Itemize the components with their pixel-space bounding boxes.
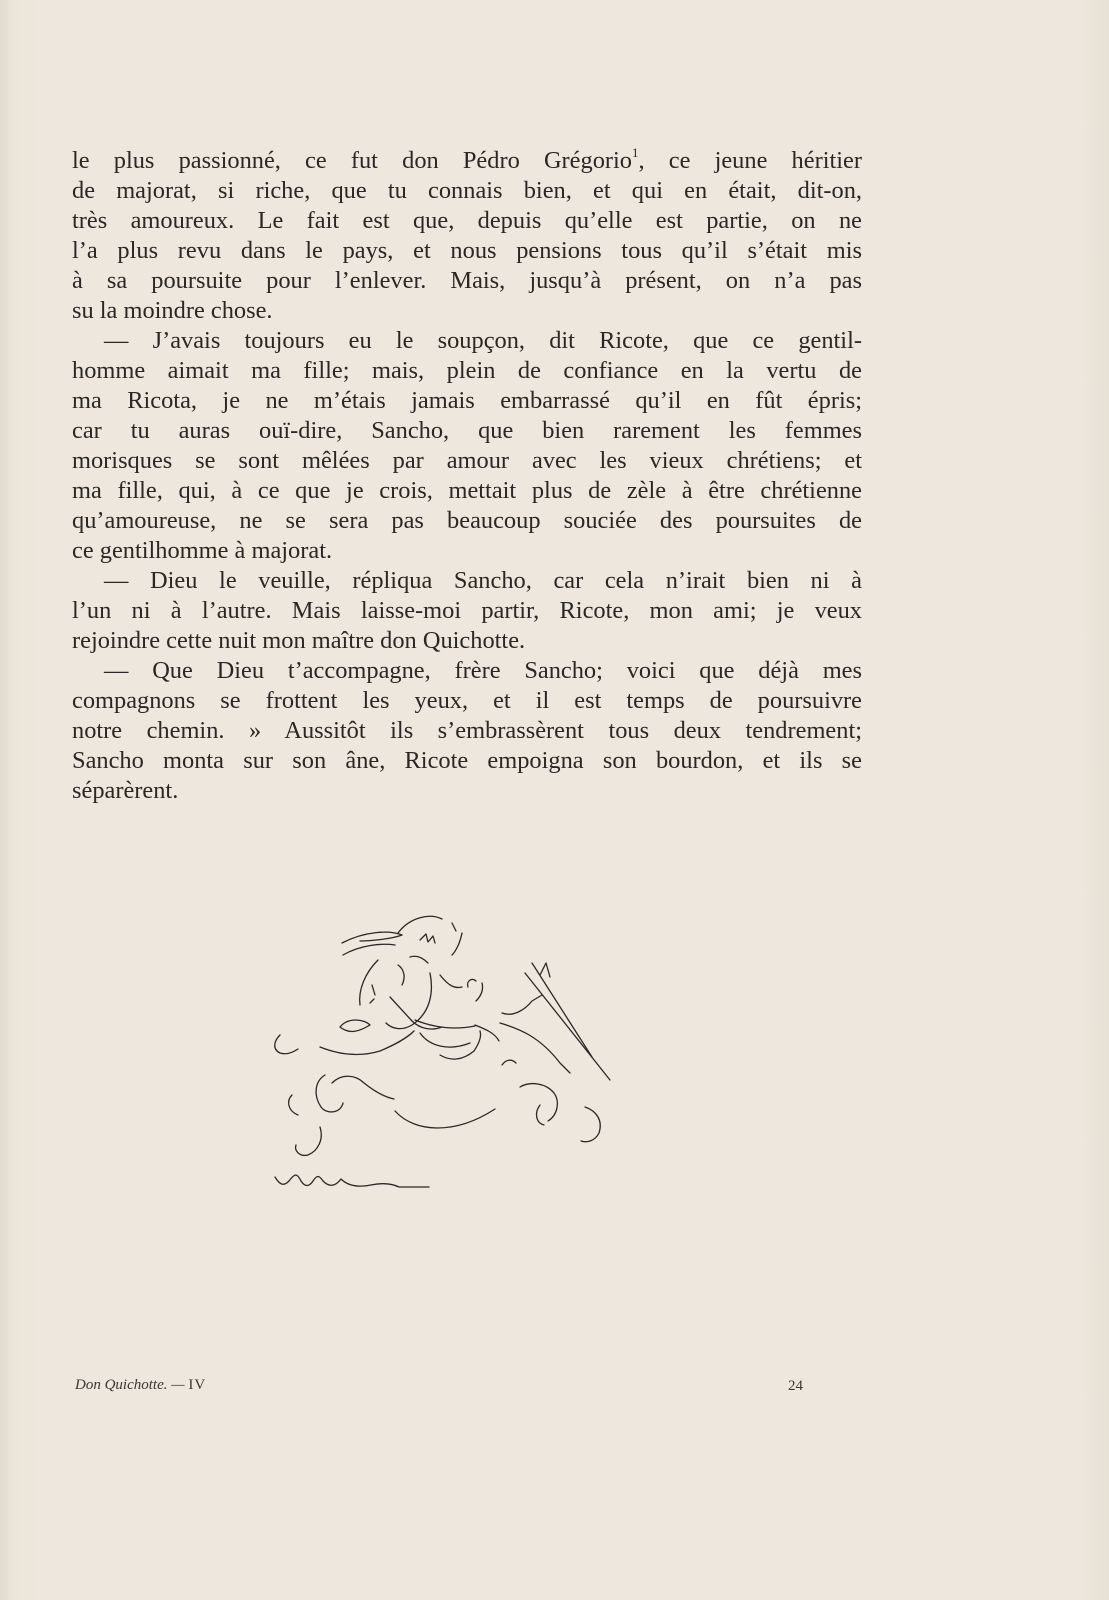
text-line-head: le plus passionné, ce fut don Pédro Grégorio <box>72 147 632 174</box>
text-line: homme aimait ma fille; mais, plein de confiance en la vertu de <box>72 357 862 384</box>
text-line: ma fille, qui, à ce que je crois, mettait plus de zèle à être chrétienne <box>72 477 862 504</box>
text-line: rejoindre cette nuit mon maître don Quichotte. <box>72 627 526 654</box>
leg-stroke <box>581 1107 600 1142</box>
donkey-stroke <box>420 1033 470 1047</box>
footer-volume: IV <box>188 1377 207 1393</box>
hat-stroke <box>343 944 395 955</box>
leg-stroke <box>537 1105 544 1125</box>
donkey-stroke <box>475 1025 499 1041</box>
donkey-stroke <box>340 1020 370 1031</box>
body-stroke <box>440 975 476 988</box>
signature-number: 24 <box>788 1378 803 1394</box>
text-line: ce gentilhomme à majorat. <box>72 537 333 564</box>
hat-stroke <box>342 932 402 943</box>
running-footer <box>75 1377 206 1394</box>
line-drawing-illustration <box>270 915 620 1215</box>
text-line: de majorat, si riche, que tu connais bien, et qui en était, dit-on, <box>72 177 862 204</box>
text-line: notre chemin. » Aussitôt ils s’embrassèrent tous deux tendrement; <box>72 717 862 744</box>
leg-stroke <box>520 1084 557 1121</box>
footnote-marker: 1 <box>632 144 639 160</box>
head-stroke <box>360 960 378 1005</box>
body-stroke <box>476 983 483 1001</box>
arm-stroke <box>500 1023 570 1073</box>
lance-stroke <box>525 973 610 1080</box>
donkey-stroke <box>320 1031 414 1054</box>
footer-book-title: Don Quichotte. <box>75 1377 168 1393</box>
text-line: compagnons se frottent les yeux, et il est temps de poursuivre <box>72 687 862 714</box>
body-text <box>72 146 862 806</box>
leg-stroke <box>289 1095 298 1115</box>
donkey-stroke <box>275 1035 298 1054</box>
head-stroke <box>370 985 375 1003</box>
donkey-stroke <box>415 1020 475 1028</box>
lance-stroke <box>540 963 550 977</box>
text-line: car tu auras ouï-dire, Sancho, que bien rarement les femmes <box>72 417 862 444</box>
leg-stroke <box>395 1109 495 1128</box>
donkey-stroke <box>502 1060 516 1065</box>
donkey-stroke <box>440 1031 481 1059</box>
text-line: qu’amoureuse, ne se sera pas beaucoup souciée des poursuites de <box>72 507 862 534</box>
text-line-tail: , ce jeune héritier <box>638 147 862 174</box>
footer-separator: — <box>171 1377 185 1393</box>
leg-stroke <box>316 1075 343 1112</box>
head-stroke <box>398 965 404 985</box>
leg-stroke <box>296 1127 322 1155</box>
arm-stroke <box>502 995 542 1014</box>
text-line: l’a plus revu dans le pays, et nous pensions tous qu’il s’était mis <box>72 237 862 264</box>
ground-stroke <box>275 1175 429 1187</box>
text-line: ma Ricota, je ne m’étais jamais embarrassé qu’il en fût épris; <box>72 387 862 414</box>
body-stroke <box>390 997 442 1029</box>
hat-stroke <box>420 934 435 943</box>
text-line: séparèrent. <box>72 777 179 804</box>
hat-stroke <box>452 923 462 955</box>
text-line: — Dieu le veuille, répliqua Sancho, car cela n’irait bien ni à <box>104 567 862 594</box>
text-line: su la moindre chose. <box>72 297 273 324</box>
text-line: morisques se sont mêlées par amour avec les vieux chrétiens; et <box>72 447 862 474</box>
text-line: — J’avais toujours eu le soupçon, dit Ricote, que ce gentil- <box>104 327 862 354</box>
text-line: l’un ni à l’autre. Mais laisse-moi partir, Ricote, mon ami; je veux <box>72 597 862 624</box>
hat-stroke <box>398 916 442 933</box>
head-stroke <box>410 956 428 963</box>
text-line: très amoureux. Le fait est que, depuis qu’elle est partie, on ne <box>72 207 862 234</box>
text-line: Sancho monta sur son âne, Ricote empoigna son bourdon, et ils se <box>72 747 862 774</box>
text-line: à sa poursuite pour l’enlever. Mais, jusqu’à présent, on n’a pas <box>72 267 862 294</box>
leg-stroke <box>332 1076 394 1099</box>
text-line: — Que Dieu t’accompagne, frère Sancho; voici que déjà mes <box>104 657 862 684</box>
text-line <box>72 146 862 176</box>
